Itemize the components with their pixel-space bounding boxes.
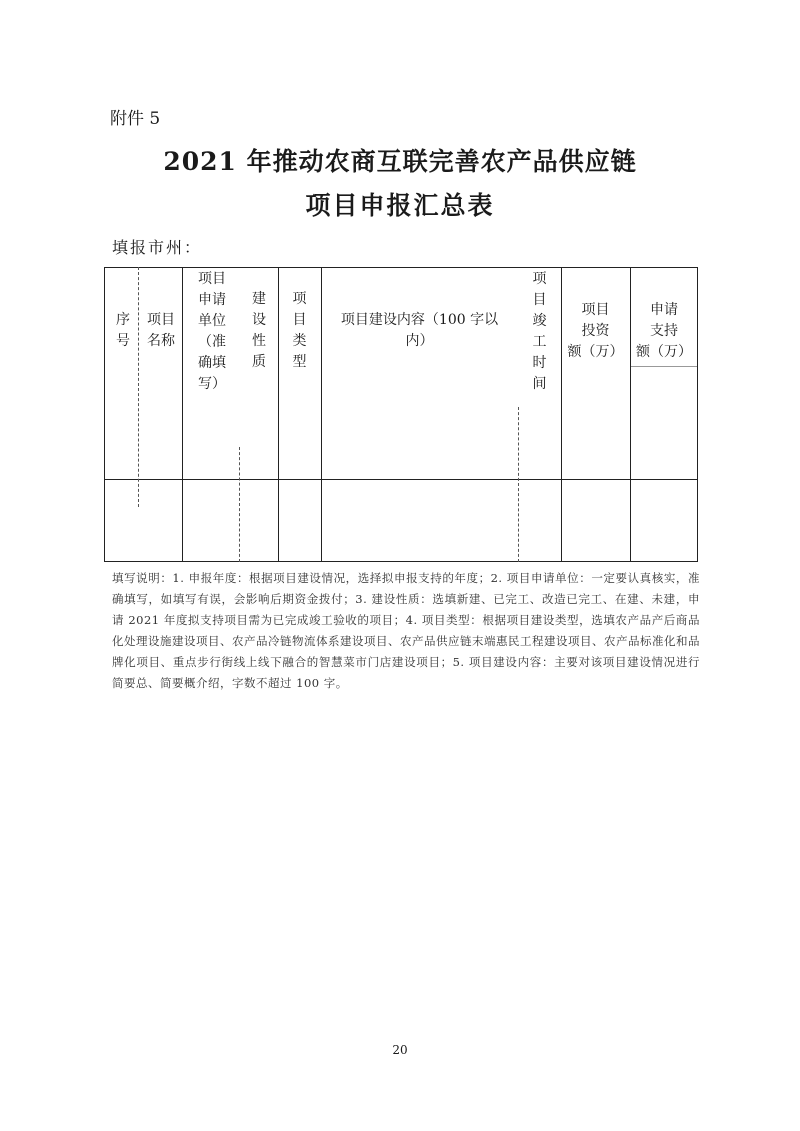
col-divider-6 xyxy=(518,407,519,562)
header-applicant: 项目 申请 单位 （准 确填 写） xyxy=(198,271,226,392)
header-completion-time: 项 目 竣 工 时 间 xyxy=(532,271,547,392)
document-title-line-2: 项目申报汇总表 xyxy=(305,191,495,220)
header-project-name: 项目 名称 xyxy=(147,312,175,349)
header-build-content: 项目建设内容（100 字以 内） xyxy=(340,312,499,349)
header-seq: 序 号 xyxy=(116,312,130,349)
table-bottom-border xyxy=(104,561,698,562)
table-partial-divider xyxy=(630,366,698,367)
col-divider-3 xyxy=(239,447,240,562)
header-investment: 项目 投资 额（万） xyxy=(567,302,624,360)
table-top-border xyxy=(104,267,698,268)
fill-city-label: 填报市州： xyxy=(112,238,203,257)
filling-instructions: 填写说明：1. 申报年度：根据项目建设情况，选择拟申报支持的年度；2. 项目申请单位：一定要认真核实，准确填写，如填写有误，会影响后期资金拨付；3. 建设性质：选填新建、已完工、改造已完工、在建、未建，申请 2021 年度拟支持项目需为已完成竣工验收的项目；4. 项目类型：根据项目建设类型，选填农产品产后商品化处理设施建设项目、农产品冷链物流体系建设项目、农产品供应链末端惠民工程建设项目、农产品标准化和品牌化项目、重点步行街线上线下融合的智慧菜市门店建设项目；5. 项目建设内容：主要对该项目建设情况进行简要总、简要概介绍，字数不超过 100 字。 xyxy=(112,571,700,690)
header-build-nature: 建 设 性 质 xyxy=(252,291,266,370)
col-divider-1 xyxy=(138,267,139,507)
document-title-line-1: 2021 年推动农商互联完善农产品供应链 xyxy=(163,147,637,176)
summary-table xyxy=(104,267,698,562)
table-left-border xyxy=(104,267,105,562)
table-row-divider xyxy=(104,479,698,480)
header-project-category: 项 目 类 型 xyxy=(292,291,307,370)
header-support: 申请 支持 额（万） xyxy=(636,302,692,360)
attachment-label: 附件 5 xyxy=(110,109,161,129)
page-number: 20 xyxy=(392,1043,408,1057)
